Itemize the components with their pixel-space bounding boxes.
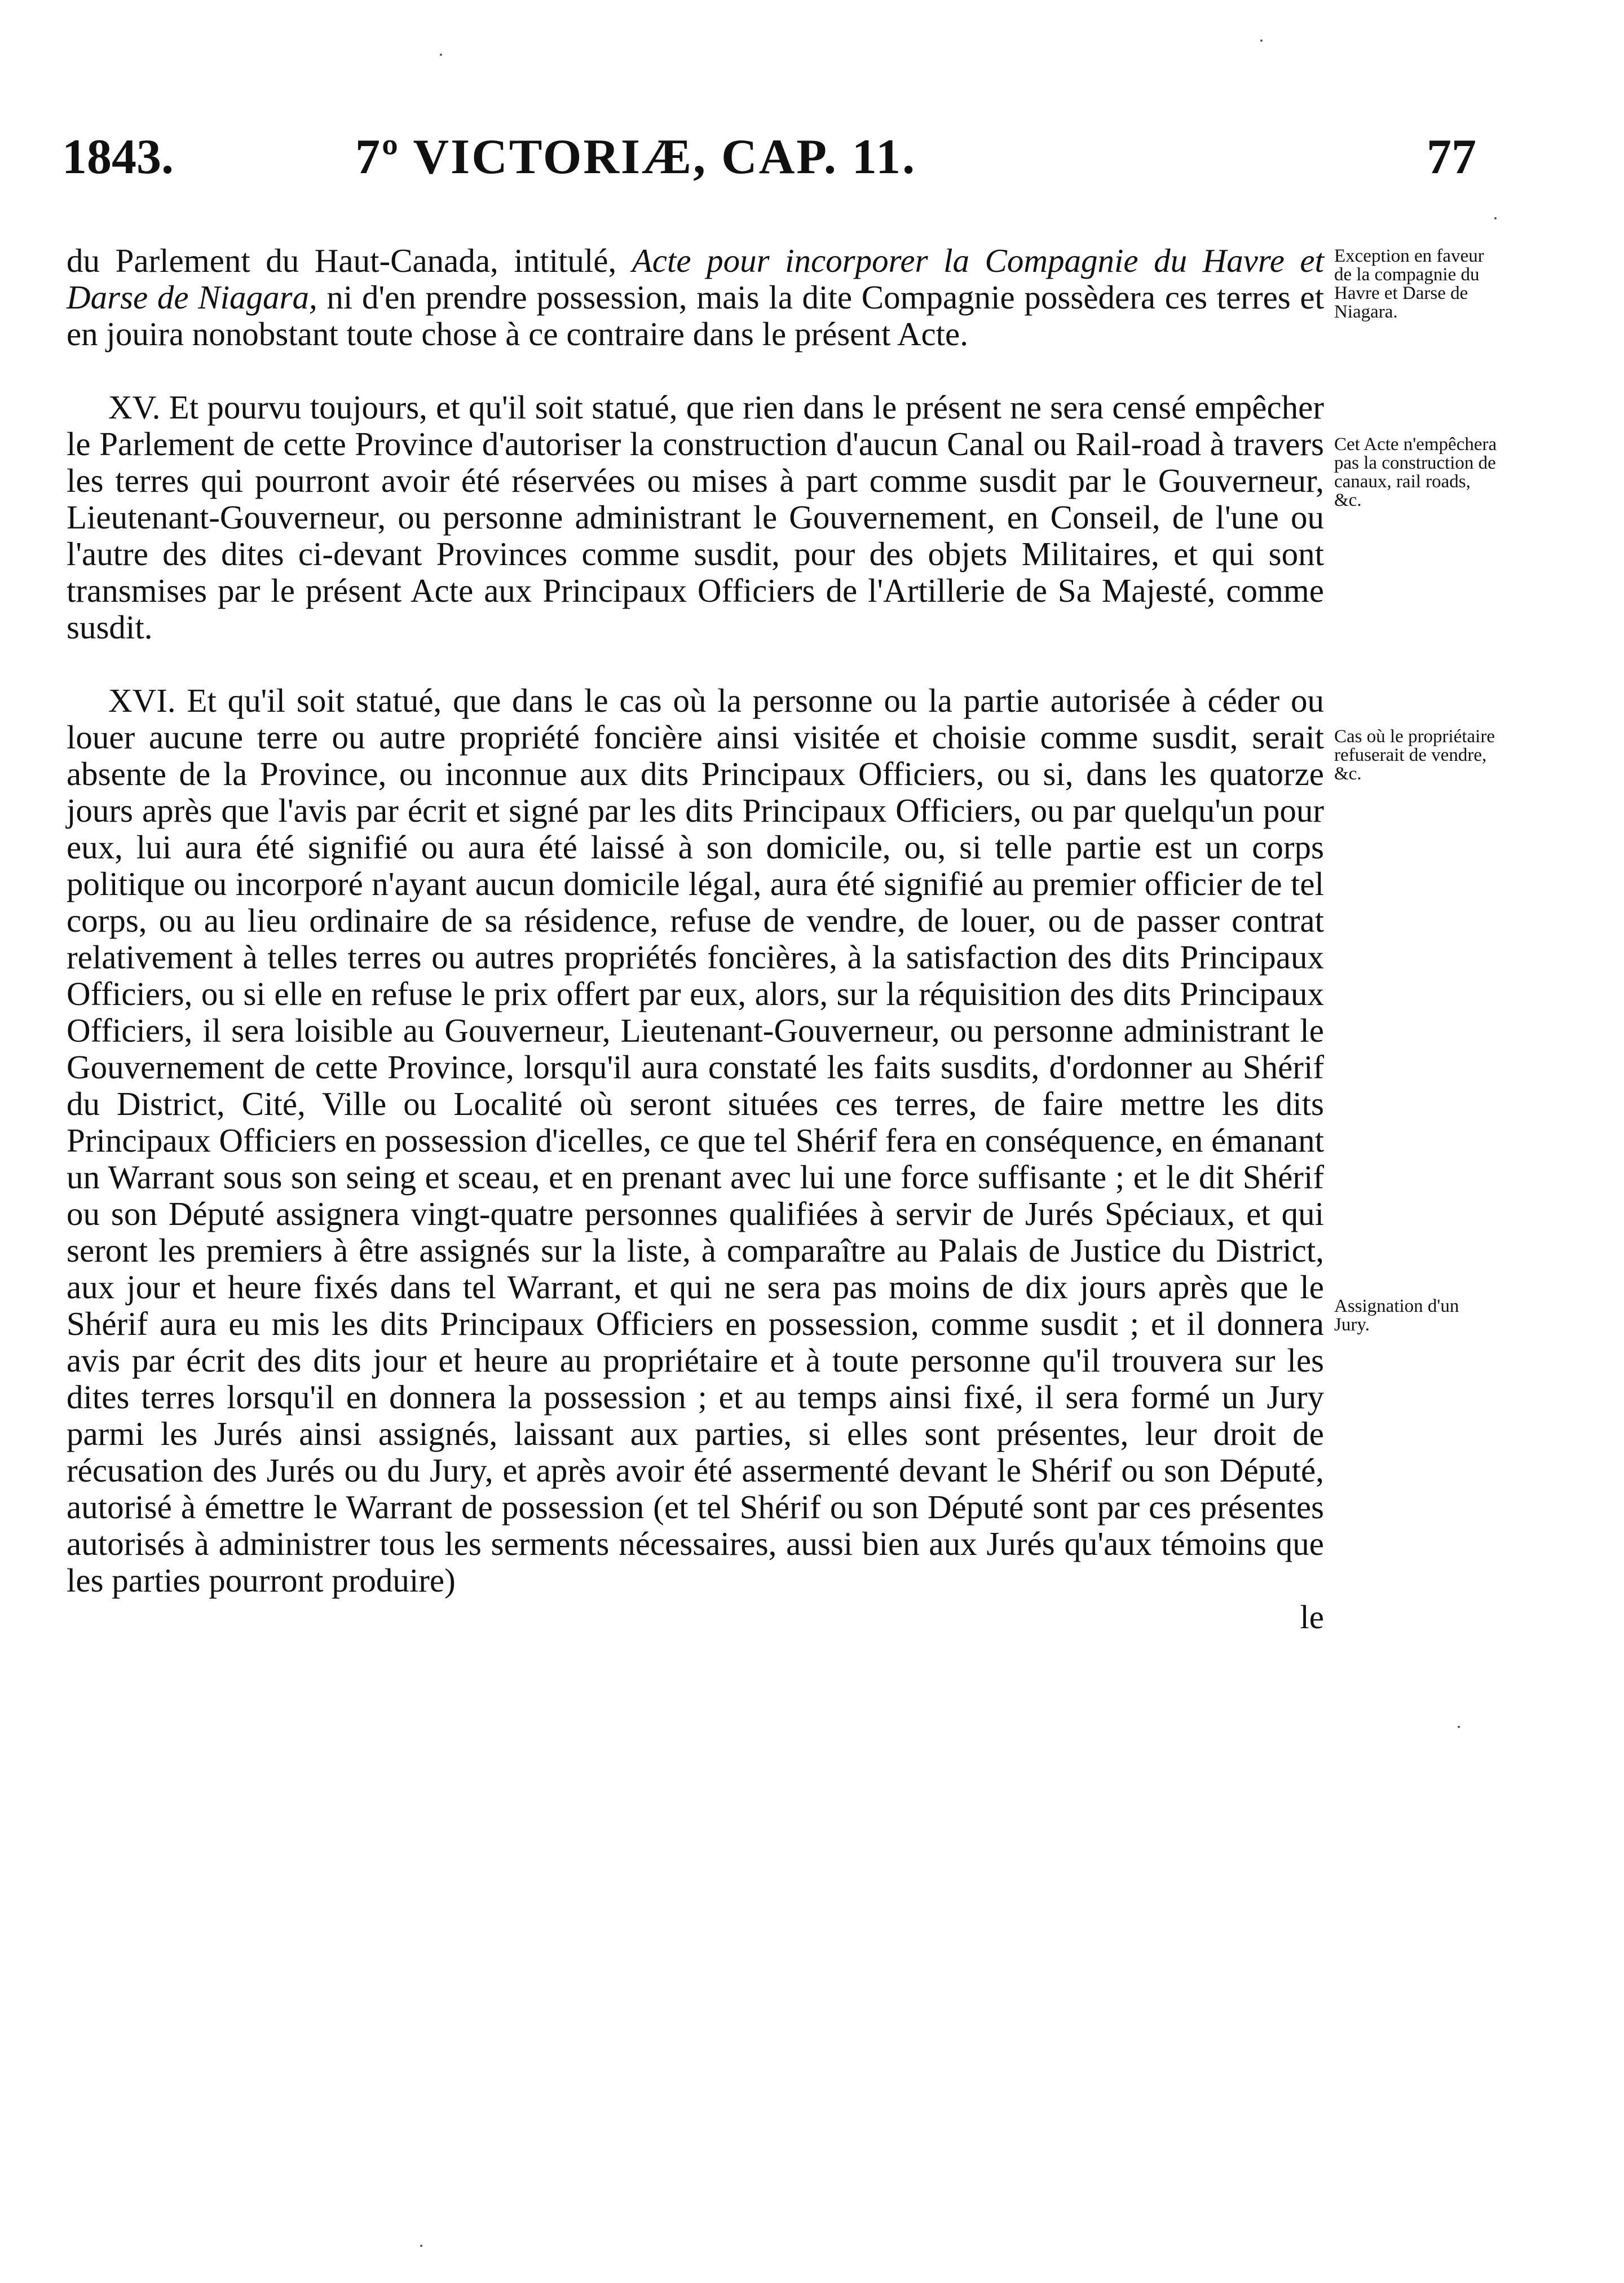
running-header	[62, 129, 1483, 191]
margin-note-jury: Assignation d'un Jury.	[1334, 1296, 1459, 1335]
catchword: le	[1300, 1598, 1324, 1636]
header-title: 7º VICTORIÆ, CAP. 11.	[355, 130, 917, 184]
section-xvi	[67, 682, 1324, 1599]
margin-note-exception: Exception en faveur de la compagnie du Havre et Darse de Niagara.	[1334, 246, 1484, 322]
paragraph-text: du Parlement du Haut-Canada, intitulé,	[67, 242, 632, 279]
margin-note-canals: Cet Acte n'empêchera pas la construction de canaux, rail roads, &c.	[1334, 434, 1497, 510]
section-number: XVI.	[108, 682, 176, 719]
margin-note-refusal: Cas où le propriétaire refuserait de vendre, &c.	[1334, 726, 1495, 784]
act-title-italic: Acte pour incorporer la Compagnie du Havre et Darse de Niagara,	[67, 242, 1324, 316]
paper-speck	[440, 54, 442, 56]
paper-speck	[1494, 217, 1497, 219]
page-number: 77	[1427, 130, 1476, 184]
paragraph-continuation	[67, 243, 1324, 352]
section-text: Et qu'il soit statué, que dans le cas où la personne ou la partie autorisée à céder ou louer aucune terre ou autre propriété foncière ainsi visitée et choisie comme susdit, serait absente de la Province, ou inconnue aux dits Principaux Officiers, ou si, dans les quatorze jours après que l'avis par écrit et signé par les dits Principaux Officiers, ou par quelqu'un pour eux, lui aura été signifié ou aura été laissé à son domicile, ou, si telle partie est un corps politique ou incorporé n'ayant aucun domicile légal, aura été signifié au premier officier de tel corps, ou au lieu ordinaire de sa résidence, refuse de vendre, de louer, ou de passer contrat relativement à telles terres ou autres propriétés foncières, à la satisfaction des dits Principaux Officiers, ou si elle en refuse le prix offert par eux, alors, sur la réquisition des dits Principaux Officiers, il sera loisible au Gouverneur, Lieutenant-Gouverneur, ou personne administrant le Gouvernement de cette Province, lorsqu'il aura constaté les faits susdits, d'ordonner au Shérif du District, Cité, Ville ou Localité où seront situées ces terres, de faire mettre les dits Principaux Officiers en possession d'icelles, ce que tel Shérif fera en conséquence, en émanant un Warrant sous son seing et sceau, et en prenant avec lui une force suffisante ; et le dit Shérif ou son Député assignera vingt-quatre personnes qualifiées à servir de Jurés Spéciaux, et qui seront les premiers à être assignés sur la liste, à comparaître au Palais de Justice du District, aux jour et heure fixés dans tel Warrant, et qui ne sera pas moins de dix jours après que le Shérif aura eu mis les dits Principaux Officiers en possession, comme susdit ; et il donnera avis par écrit des dits jour et heure au propriétaire et à toute personne qu'il trouvera sur les dites terres lorsqu'il en donnera la possession ; et au temps ainsi fixé, il sera formé un Jury parmi les Jurés ainsi assignés, laissant aux parties, si elles sont présentes, leur droit de récusation des Jurés ou du Jury, et après avoir été assermenté devant le Shérif ou son Député, autorisé à émettre le Warrant de possession (et tel Shérif ou son Député sont par ces présentes autorisés à administrer tous les serments nécessaires, aussi bien aux Jurés qu'aux témoins que les parties pourront produire)	[67, 682, 1324, 1599]
header-year: 1843.	[62, 130, 174, 184]
section-number: XV.	[108, 389, 161, 426]
paper-speck	[1260, 39, 1263, 42]
paper-speck	[420, 2245, 422, 2247]
section-text: Et pourvu toujours, et qu'il soit statué, que rien dans le présent ne sera censé empêcher le Parlement de cette Province d'autoriser la construction d'aucun Canal ou Rail-road à travers les terres qui pourront avoir été réservées ou mises à part comme susdit par le Gouverneur, Lieutenant-Gouverneur, ou personne administrant le Gouvernement, en Conseil, de l'une ou l'autre des dites ci-devant Provinces comme susdit, pour des objets Militaires, et qui sont transmises par le présent Acte aux Principaux Officiers de l'Artillerie de Sa Majesté, comme susdit.	[67, 389, 1324, 646]
body-text	[67, 243, 1324, 1636]
paper-speck	[1458, 1726, 1460, 1728]
section-xv	[67, 389, 1324, 646]
paragraph-text: ni d'en prendre possession, mais la dite Compagnie possèdera ces terres et en jouira nonobstant toute chose à ce contraire dans le présent Acte.	[67, 279, 1325, 352]
